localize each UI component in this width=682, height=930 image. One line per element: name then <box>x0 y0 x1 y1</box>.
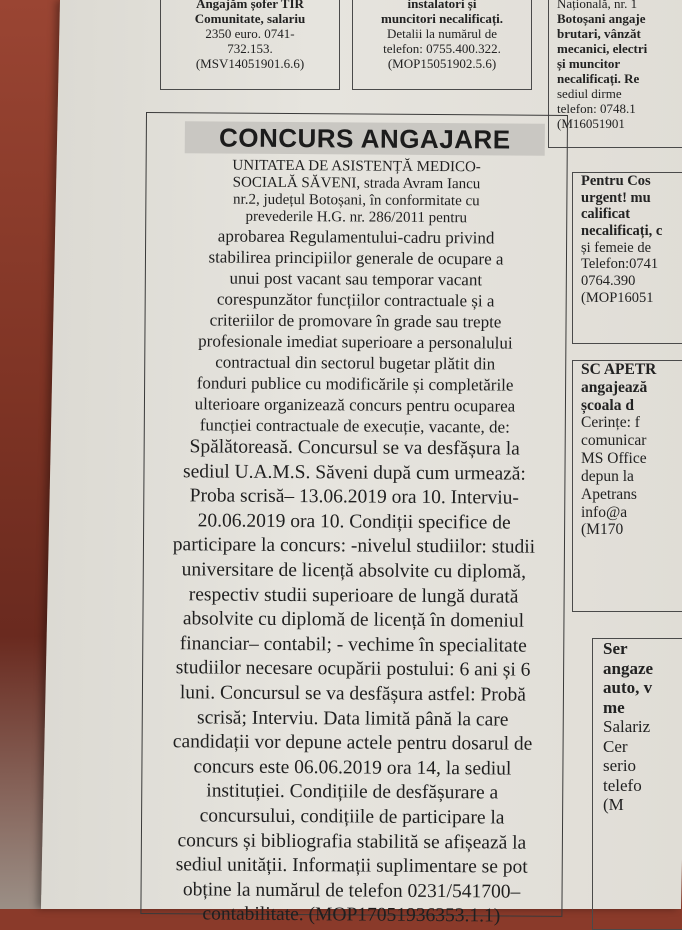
ad-text-line: prevederile H.G. nr. 286/2011 pentru <box>245 208 468 227</box>
ad-text-line: sediul unității. Informații suplimentare se pot <box>175 854 528 878</box>
ad-line: urgent! mu <box>581 189 651 206</box>
ad-text-line: studiilor necesare ocupării postului: 6 ani și 6 <box>175 657 531 682</box>
ad-line: Cer <box>603 736 628 756</box>
ad-text-line: participare la concurs: -nivelul studiilor: studii <box>172 534 536 559</box>
ad-line: 2350 euro. 0741- <box>205 25 295 41</box>
ad-line: MS Office <box>581 450 647 468</box>
ad-text-line: stabilirea principiilor generale de ocupare a <box>208 247 504 269</box>
ad-line: 732.153. <box>227 40 273 56</box>
ad-text-line: concurs este 06.06.2019 ora 14, la sediul <box>193 756 512 780</box>
ad-text-line: luni. Concursul se va desfășura astfel: Probă <box>179 682 527 706</box>
ad-line: comunicar <box>581 432 647 450</box>
ad-line: instalatori și <box>407 0 477 11</box>
ad-line: sediul dirme <box>557 85 622 101</box>
ad-text-line: concursului, condițiile de participare la <box>199 805 505 829</box>
ad-line: Detalii la numărul de <box>386 25 498 41</box>
ad-box-installers <box>352 0 532 90</box>
ad-line: 0764.390 <box>581 273 636 290</box>
ad-line: (MOP16051 <box>581 289 654 306</box>
ad-line: Apetrans <box>581 485 637 503</box>
ad-text-line: financiar– contabil; - vechime în specialitate <box>179 632 527 657</box>
ad-box-construction <box>572 172 682 344</box>
ad-text-line: ulterioare organizează concurs pentru ocuparea <box>194 394 516 416</box>
ad-line: Comunitate, salariu <box>194 10 306 26</box>
ad-title: CONCURS ANGAJARE <box>185 121 545 156</box>
ad-line: telefon: 0748.1 <box>557 100 636 116</box>
ad-line: telefo <box>603 775 642 795</box>
ad-text-line: instituției. Condițiile de desfășurare a <box>206 780 499 804</box>
ad-line: și muncitor <box>557 55 621 71</box>
ad-text-line: unui post vacant sau temporar vacant <box>229 268 483 290</box>
ad-line: mecanici, electri <box>557 40 648 56</box>
ad-text-line: UNITATEA DE ASISTENȚĂ MEDICO- <box>232 157 481 176</box>
ad-box-service <box>592 638 682 930</box>
ad-text-line: candidații vor depune actele pentru dosarul de <box>172 731 533 755</box>
ad-line: (M <box>603 795 624 815</box>
ad-line: muncitori necalificați. <box>380 10 504 26</box>
ad-text-line: sediul U.A.M.S. Săveni după cum urmează: <box>183 460 526 485</box>
ad-text-line: profesionale imediat superioare a personalului <box>198 331 513 353</box>
ad-box-apetrans <box>572 360 682 612</box>
ad-box-truck-driver <box>160 0 340 90</box>
ad-text-line: SOCIALĂ SĂVENI, strada Avram Iancu <box>232 174 481 193</box>
ad-line: brutari, vânzăt <box>557 25 641 41</box>
ad-line: Salariz <box>603 717 651 737</box>
ad-text-line: nr.2, județul Botoșani, în conformitate cu <box>233 191 480 210</box>
ad-text-line: Spălătoreasă. Concursul se va desfășura la <box>189 436 520 460</box>
ad-line: angaze <box>603 658 654 678</box>
ad-line: Botoșani angaje <box>557 10 646 26</box>
ad-line: Telefon:0741 <box>581 256 659 273</box>
ad-line: auto, v <box>603 678 653 698</box>
ad-line: Pentru Cos <box>581 173 651 189</box>
ad-line: Angajăm șofer TIR <box>196 0 304 11</box>
ad-line: calificat <box>581 206 631 223</box>
ad-box-bakers <box>548 0 682 148</box>
ad-text-line: absolvite cu diplomă de licență în domeniul <box>182 608 525 632</box>
ad-line: (MSV14051901.6.6) <box>195 55 305 71</box>
ad-text-line: corespunzător funcțiilor contractuale și a <box>216 289 495 311</box>
ad-text-line: scrisă; Interviu. Data limită până la care <box>197 706 509 731</box>
ad-line: Cerințe: f <box>581 414 640 432</box>
ad-line: telefon: 0755.400.322. <box>383 40 501 56</box>
ad-line: și femeie de <box>581 239 652 256</box>
ad-line: (M16051901 <box>557 115 625 131</box>
ad-text-line: obține la numărul de telefon 0231/541700– <box>182 878 521 903</box>
ad-line: Națională, nr. 1 <box>557 0 638 11</box>
ad-line: (M170 <box>581 521 624 539</box>
ad-line: me <box>603 697 625 717</box>
ad-line: serio <box>603 756 637 776</box>
ad-text-line: Proba scrisă– 13.06.2019 ora 10. Interviu- <box>189 485 520 509</box>
ad-line: (MOP15051902.5.6) <box>387 55 497 71</box>
ad-text-line: 20.06.2019 ora 10. Condiții specifice de <box>197 510 511 534</box>
ad-line: necalificați, c <box>581 223 663 240</box>
ad-line: info@a <box>581 503 628 521</box>
ad-text-line: fonduri publice cu modificările și completările <box>196 373 514 395</box>
ad-text-line: respectiv studii superioare de lungă durată <box>188 583 519 608</box>
ad-text-line: universitare de licență absolvite cu diplomă, <box>181 559 527 583</box>
ad-text-line: contractual din sectorul bugetar plătit din <box>215 352 496 374</box>
ad-line: SC APETR <box>581 361 657 378</box>
ad-line: Ser <box>603 639 628 658</box>
ad-body <box>145 157 562 930</box>
ad-text-line: contabilitate. (MOP17051936353.1.1) <box>202 903 501 927</box>
ad-line: angajează <box>581 378 648 396</box>
concurs-angajare-ad <box>140 112 568 927</box>
ad-text-line: criteriilor de promovare în grade sau trepte <box>209 310 502 332</box>
ad-line: școala d <box>581 396 634 414</box>
ad-text-line: aprobarea Regulamentului-cadru privind <box>217 226 495 248</box>
ad-line: necalificați. Re <box>557 70 640 86</box>
ad-text-line: funcției contractuale de execuție, vacante, de: <box>199 415 510 437</box>
ad-line: depun la <box>581 467 634 485</box>
ad-text-line: concurs și bibliografia stabilită se afișează la <box>177 829 527 854</box>
